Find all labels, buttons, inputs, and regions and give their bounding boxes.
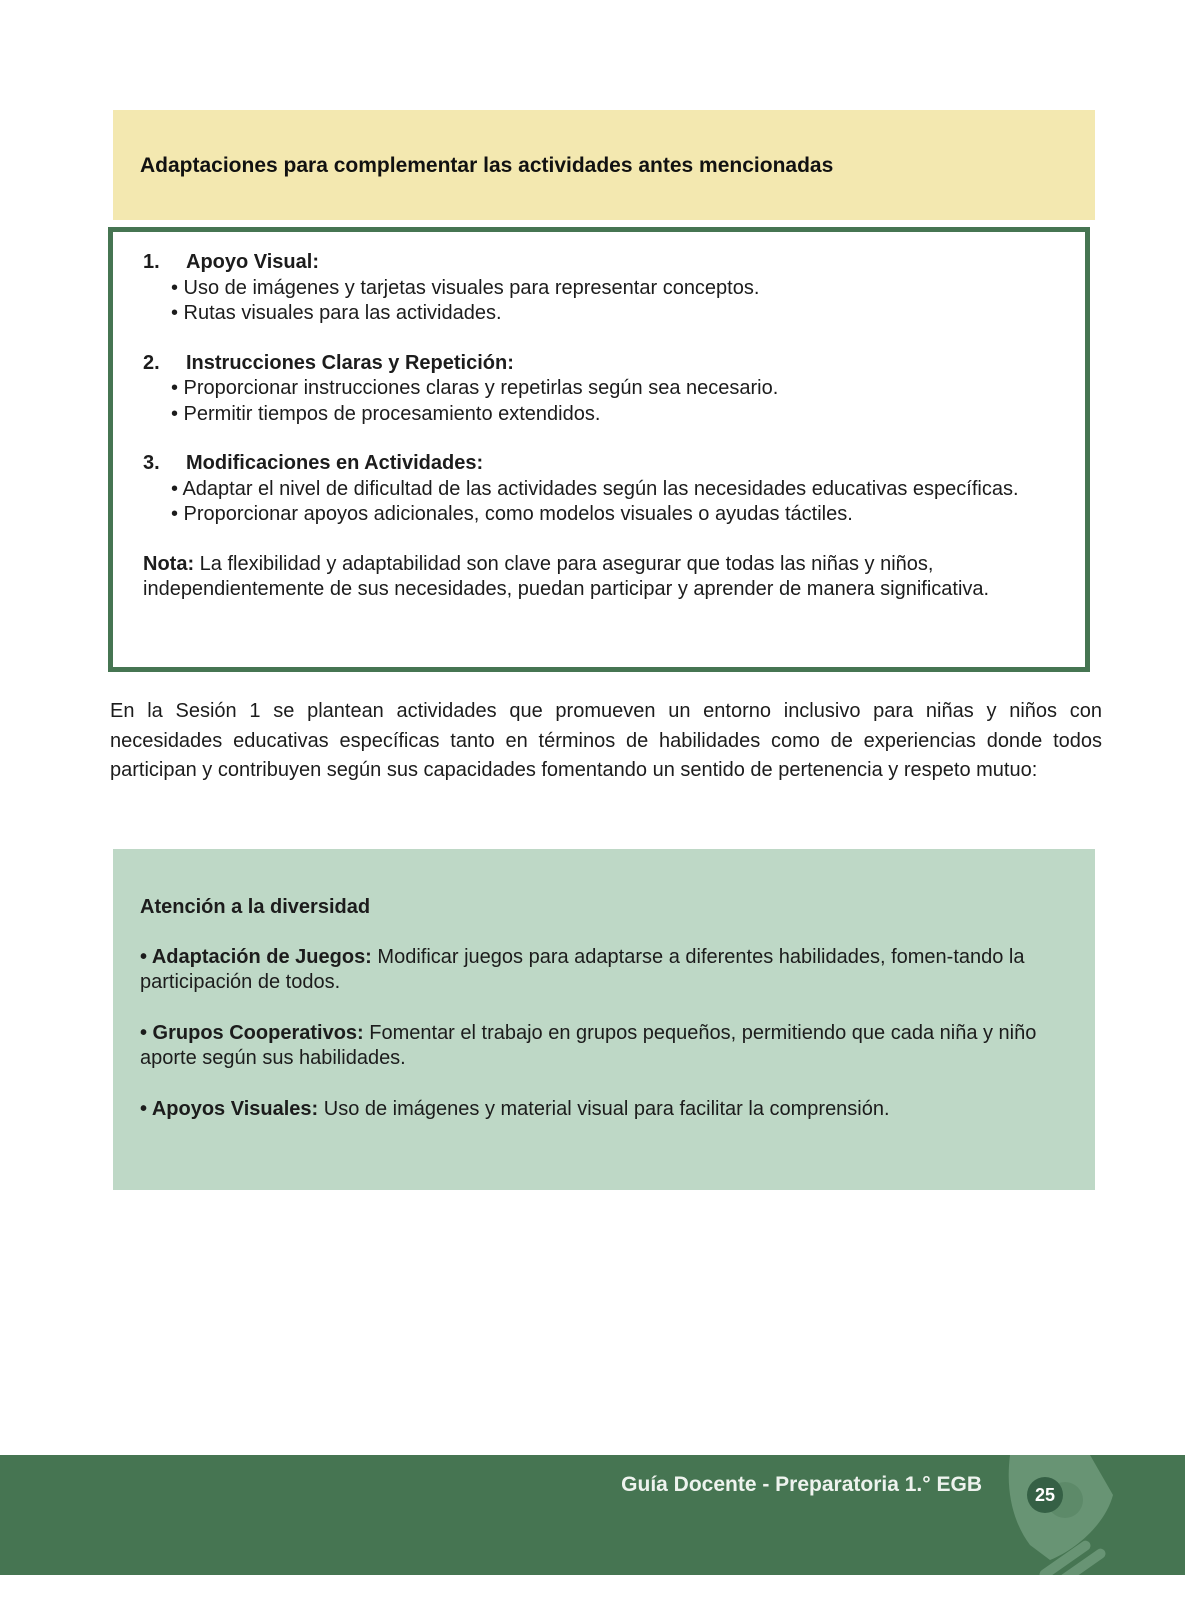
- bullet-text: • Uso de imágenes y tarjetas visuales para representar conceptos.: [171, 276, 760, 299]
- item-heading: Apoyo Visual:: [186, 251, 319, 273]
- diversity-item-label: • Apoyos Visuales:: [140, 1097, 319, 1120]
- item-number: 3.: [143, 452, 160, 474]
- diversity-item-text: Uso de imágenes y material visual para facilitar la comprensión.: [318, 1097, 890, 1120]
- rocket-icon: [995, 1455, 1125, 1575]
- item-heading: Modificaciones en Actividades:: [186, 452, 484, 474]
- adaptations-title: Adaptaciones para complementar las actividades antes mencionadas: [140, 154, 834, 177]
- note-label: Nota:: [143, 552, 195, 575]
- list-item: [143, 250, 1055, 327]
- diversity-item-label: • Adaptación de Juegos:: [140, 945, 372, 968]
- diversity-item-label: • Grupos Cooperativos:: [140, 1021, 364, 1044]
- item-number: 1.: [143, 251, 160, 273]
- diversity-title: Atención a la diversidad: [140, 896, 371, 918]
- adaptations-box: [108, 227, 1090, 672]
- bullet-text: • Adaptar el nivel de dificultad de las actividades según las necesidades educativas específicas.: [171, 477, 1019, 500]
- diversity-item-text: Fomentar el trabajo en grupos pequeños, permitiendo que cada niña y niño aporte según sus habilidades.: [140, 1021, 1037, 1069]
- item-heading: Instrucciones Claras y Repetición:: [186, 351, 514, 374]
- note-text: La flexibilidad y adaptabilidad son clave para asegurar que todas las niñas y niños, independientemente de sus necesidades, puedan participar y aprender de manera significativa.: [143, 552, 990, 600]
- diversity-item: [140, 1021, 1068, 1072]
- bullet-text: • Proporcionar instrucciones claras y repetirlas según sea necesario.: [171, 377, 779, 399]
- diversity-item-text: Modificar juegos para adaptarse a diferentes habilidades, fomen-tando la participación de todos.: [140, 945, 1025, 993]
- session-paragraph: En la Sesión 1 se plantean actividades que promueven un entorno inclusivo para niñas y niños con necesidades educativas específicas tanto en términos de habilidades como de experiencias donde todos participan y contribuyen según sus capacidades fomentando un sentido de pertenencia y respeto mutuo:: [110, 700, 1102, 781]
- item-number: 2.: [143, 351, 160, 374]
- diversity-item: [140, 945, 1068, 996]
- page-footer: [0, 1455, 1185, 1575]
- page-number: 25: [1027, 1477, 1063, 1513]
- diversity-item: [140, 1097, 1068, 1123]
- list-item: [143, 351, 1055, 428]
- diversity-box: [113, 849, 1095, 1190]
- adaptations-header: [113, 110, 1095, 220]
- list-item: [143, 451, 1055, 528]
- bullet-text: • Rutas visuales para las actividades.: [171, 302, 502, 324]
- note: [143, 552, 1055, 603]
- bullet-text: • Proporcionar apoyos adicionales, como modelos visuales o ayudas táctiles.: [171, 503, 853, 525]
- bullet-text: • Permitir tiempos de procesamiento extendidos.: [171, 402, 601, 425]
- footer-title: Guía Docente - Preparatoria 1.° EGB: [621, 1473, 982, 1496]
